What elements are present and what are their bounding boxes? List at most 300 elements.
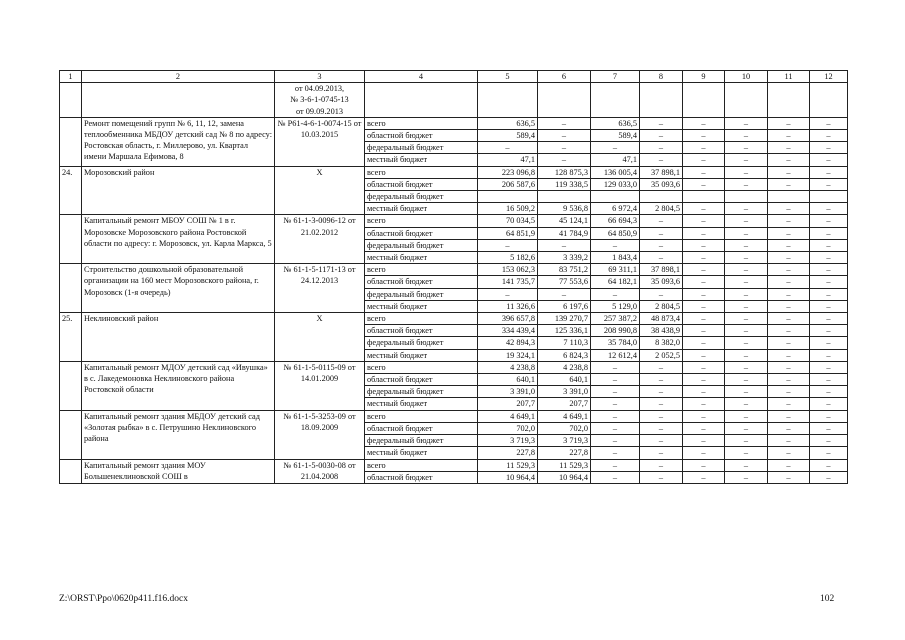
value-cell: 45 124,1 <box>538 215 591 227</box>
budget-type: областной бюджет <box>365 374 478 386</box>
value-cell: – <box>725 325 768 337</box>
row-number <box>60 410 82 459</box>
value-cell: 257 387,2 <box>591 313 640 325</box>
value-cell: – <box>810 398 848 410</box>
value-cell: – <box>683 374 725 386</box>
value-cell: 139 270,7 <box>538 313 591 325</box>
value-cell: 69 311,1 <box>591 264 640 276</box>
table-row <box>60 410 848 422</box>
budget-type: областной бюджет <box>365 471 478 483</box>
column-header: 3 <box>275 71 365 83</box>
value-cell: – <box>768 471 810 483</box>
header-row <box>60 71 848 83</box>
value-cell <box>683 191 725 203</box>
budget-type: федеральный бюджет <box>365 239 478 251</box>
empty-cell <box>768 83 810 118</box>
value-cell: 48 873,4 <box>640 313 683 325</box>
value-cell: – <box>538 117 591 129</box>
value-cell: – <box>640 386 683 398</box>
value-cell: 5 129,0 <box>591 300 640 312</box>
value-cell: – <box>768 325 810 337</box>
value-cell: – <box>810 215 848 227</box>
value-cell: – <box>591 471 640 483</box>
value-cell: 119 338,5 <box>538 178 591 190</box>
value-cell: – <box>725 398 768 410</box>
value-cell: 37 898,1 <box>640 166 683 178</box>
value-cell: 5 182,6 <box>478 252 538 264</box>
budget-type: всего <box>365 166 478 178</box>
document-ref: № Р61-4-6-1-0074-15 от 10.03.2015 <box>275 117 365 166</box>
value-cell: 77 553,6 <box>538 276 591 288</box>
value-cell: – <box>725 361 768 373</box>
budget-type: всего <box>365 361 478 373</box>
value-cell: – <box>640 435 683 447</box>
value-cell: 16 509,2 <box>478 203 538 215</box>
value-cell: 8 382,0 <box>640 337 683 349</box>
object-name: Строительство дошкольной образовательной организации на 160 мест Морозовского района, г. Морозовск (1-я очередь) <box>82 264 275 313</box>
value-cell: 11 326,6 <box>478 300 538 312</box>
value-cell: – <box>768 117 810 129</box>
value-cell: – <box>810 166 848 178</box>
value-cell: – <box>810 349 848 361</box>
value-cell: – <box>640 117 683 129</box>
value-cell: 129 033,0 <box>591 178 640 190</box>
value-cell: – <box>725 471 768 483</box>
value-cell: – <box>683 178 725 190</box>
value-cell: – <box>725 386 768 398</box>
value-cell: – <box>810 386 848 398</box>
value-cell: – <box>810 313 848 325</box>
value-cell: – <box>768 410 810 422</box>
value-cell: 223 096,8 <box>478 166 538 178</box>
value-cell: – <box>768 422 810 434</box>
value-cell: 227,8 <box>478 447 538 459</box>
value-cell: – <box>810 325 848 337</box>
value-cell: – <box>683 154 725 166</box>
value-cell: 70 034,5 <box>478 215 538 227</box>
value-cell: 11 529,3 <box>538 459 591 471</box>
document-ref: № 61-1-5-3253-09 от 18.09.2009 <box>275 410 365 459</box>
value-cell <box>810 191 848 203</box>
value-cell: – <box>725 313 768 325</box>
object-name: Ремонт помещений групп № 6, 11, 12, замена теплообменника МБДОУ детский сад № 8 по адресу: Ростовская область, г. Миллерово, ул. Квартал имени Маршала Ефимова, 8 <box>82 117 275 166</box>
budget-type: областной бюджет <box>365 276 478 288</box>
table-row <box>60 83 848 118</box>
document-ref: № 61-1-5-0030-08 от 21.04.2008 <box>275 459 365 483</box>
value-cell: 35 093,6 <box>640 178 683 190</box>
value-cell: – <box>683 252 725 264</box>
value-cell: – <box>725 117 768 129</box>
value-cell: 6 197,6 <box>538 300 591 312</box>
value-cell: – <box>683 361 725 373</box>
value-cell: – <box>538 288 591 300</box>
value-cell: – <box>768 349 810 361</box>
value-cell: 7 110,3 <box>538 337 591 349</box>
value-cell: – <box>538 130 591 142</box>
value-cell: – <box>591 386 640 398</box>
value-cell: – <box>768 154 810 166</box>
empty-cell <box>538 83 591 118</box>
value-cell: – <box>768 203 810 215</box>
budget-type: федеральный бюджет <box>365 386 478 398</box>
value-cell: – <box>640 361 683 373</box>
value-cell: 2 804,5 <box>640 203 683 215</box>
value-cell: 589,4 <box>478 130 538 142</box>
value-cell <box>640 191 683 203</box>
value-cell: – <box>725 252 768 264</box>
value-cell: – <box>683 276 725 288</box>
value-cell: – <box>810 361 848 373</box>
value-cell: 42 894,3 <box>478 337 538 349</box>
value-cell: 640,1 <box>538 374 591 386</box>
value-cell: – <box>538 239 591 251</box>
column-header: 12 <box>810 71 848 83</box>
empty-cell <box>683 83 725 118</box>
value-cell: 47,1 <box>478 154 538 166</box>
value-cell: – <box>640 459 683 471</box>
value-cell: 64 851,9 <box>478 227 538 239</box>
value-cell: 153 062,3 <box>478 264 538 276</box>
value-cell: – <box>725 142 768 154</box>
value-cell: – <box>640 447 683 459</box>
value-cell: – <box>591 447 640 459</box>
column-header: 2 <box>82 71 275 83</box>
value-cell: – <box>640 130 683 142</box>
value-cell: – <box>591 361 640 373</box>
value-cell: – <box>591 410 640 422</box>
budget-type: местный бюджет <box>365 349 478 361</box>
value-cell: – <box>725 215 768 227</box>
table-row <box>60 264 848 276</box>
value-cell: – <box>810 227 848 239</box>
value-cell: – <box>768 142 810 154</box>
value-cell: – <box>640 410 683 422</box>
value-cell: – <box>810 422 848 434</box>
value-cell <box>768 191 810 203</box>
budget-type: областной бюджет <box>365 178 478 190</box>
value-cell: – <box>810 252 848 264</box>
value-cell: – <box>683 313 725 325</box>
value-cell: – <box>538 142 591 154</box>
empty-cell <box>810 83 848 118</box>
value-cell: 3 391,0 <box>478 386 538 398</box>
empty-cell <box>640 83 683 118</box>
value-cell: 12 612,4 <box>591 349 640 361</box>
value-cell: 2 052,5 <box>640 349 683 361</box>
value-cell: – <box>591 142 640 154</box>
row-number: 24. <box>60 166 82 215</box>
value-cell: – <box>478 142 538 154</box>
value-cell: – <box>768 374 810 386</box>
value-cell: – <box>810 337 848 349</box>
value-cell: – <box>640 154 683 166</box>
value-cell: – <box>640 398 683 410</box>
object-name: Капитальный ремонт МБОУ СОШ № 1 в г. Морозовске Морозовского района Ростовской области по адресу: г. Морозовск, ул. Карла Маркса, 5 <box>82 215 275 264</box>
column-header: 11 <box>768 71 810 83</box>
value-cell: 35 093,6 <box>640 276 683 288</box>
value-cell: – <box>591 435 640 447</box>
budget-type: федеральный бюджет <box>365 142 478 154</box>
budget-type: федеральный бюджет <box>365 337 478 349</box>
budget-type: областной бюджет <box>365 130 478 142</box>
value-cell: 141 735,7 <box>478 276 538 288</box>
document-ref: № 61-1-5-0115-09 от 14.01.2009 <box>275 361 365 410</box>
table-row <box>60 117 848 129</box>
budget-type: местный бюджет <box>365 398 478 410</box>
value-cell: – <box>683 471 725 483</box>
value-cell: – <box>683 447 725 459</box>
value-cell: 640,1 <box>478 374 538 386</box>
table-row <box>60 361 848 373</box>
value-cell: – <box>640 288 683 300</box>
value-cell: – <box>725 154 768 166</box>
budget-type: всего <box>365 313 478 325</box>
value-cell: – <box>640 422 683 434</box>
column-header: 10 <box>725 71 768 83</box>
value-cell: – <box>725 288 768 300</box>
budget-type: всего <box>365 459 478 471</box>
empty-cell <box>725 83 768 118</box>
value-cell: – <box>768 361 810 373</box>
value-cell: 66 694,3 <box>591 215 640 227</box>
value-cell: – <box>683 239 725 251</box>
value-cell: – <box>768 386 810 398</box>
value-cell: 64 182,1 <box>591 276 640 288</box>
value-cell: – <box>725 264 768 276</box>
empty-cell <box>365 83 478 118</box>
value-cell: – <box>591 422 640 434</box>
value-cell: 702,0 <box>478 422 538 434</box>
value-cell: 41 784,9 <box>538 227 591 239</box>
value-cell: – <box>768 252 810 264</box>
value-cell: 589,4 <box>591 130 640 142</box>
financing-table <box>59 70 848 484</box>
value-cell: 3 391,0 <box>538 386 591 398</box>
value-cell: 37 898,1 <box>640 264 683 276</box>
row-number <box>60 459 82 483</box>
value-cell <box>478 191 538 203</box>
object-name: Морозовский район <box>82 166 275 215</box>
value-cell: – <box>810 447 848 459</box>
value-cell: 334 439,4 <box>478 325 538 337</box>
value-cell <box>725 191 768 203</box>
value-cell: – <box>725 349 768 361</box>
column-header: 6 <box>538 71 591 83</box>
value-cell: – <box>725 300 768 312</box>
value-cell: – <box>640 142 683 154</box>
budget-type: федеральный бюджет <box>365 288 478 300</box>
value-cell: 3 719,3 <box>538 435 591 447</box>
value-cell: – <box>810 374 848 386</box>
value-cell: – <box>768 276 810 288</box>
row-number <box>60 117 82 166</box>
budget-type: всего <box>365 264 478 276</box>
column-header: 1 <box>60 71 82 83</box>
value-cell: – <box>768 130 810 142</box>
row-number <box>60 215 82 264</box>
value-cell: – <box>683 117 725 129</box>
value-cell: 227,8 <box>538 447 591 459</box>
value-cell: – <box>810 239 848 251</box>
value-cell: – <box>683 130 725 142</box>
value-cell: 38 438,9 <box>640 325 683 337</box>
value-cell: 128 875,3 <box>538 166 591 178</box>
value-cell: – <box>725 239 768 251</box>
value-cell: 1 843,4 <box>591 252 640 264</box>
value-cell: 4 649,1 <box>478 410 538 422</box>
row-number <box>60 264 82 313</box>
value-cell: 3 339,2 <box>538 252 591 264</box>
value-cell: – <box>768 166 810 178</box>
table-row <box>60 215 848 227</box>
budget-type: местный бюджет <box>365 154 478 166</box>
column-header: 4 <box>365 71 478 83</box>
object-name: Неклиновский район <box>82 313 275 362</box>
value-cell: – <box>683 300 725 312</box>
budget-type: местный бюджет <box>365 203 478 215</box>
value-cell: – <box>683 386 725 398</box>
value-cell: – <box>683 410 725 422</box>
table-row <box>60 313 848 325</box>
value-cell: – <box>591 288 640 300</box>
value-cell: – <box>725 203 768 215</box>
document-ref: № 61-1-3-0096-12 от 21.02.2012 <box>275 215 365 264</box>
value-cell: – <box>810 459 848 471</box>
value-cell: 9 536,8 <box>538 203 591 215</box>
value-cell: – <box>768 288 810 300</box>
value-cell: – <box>683 288 725 300</box>
value-cell: – <box>768 227 810 239</box>
value-cell: 136 005,4 <box>591 166 640 178</box>
budget-type: местный бюджет <box>365 447 478 459</box>
value-cell: – <box>683 166 725 178</box>
budget-type: местный бюджет <box>365 300 478 312</box>
value-cell: – <box>640 471 683 483</box>
footer-page-number: 102 <box>820 594 835 604</box>
value-cell: – <box>768 215 810 227</box>
budget-type: областной бюджет <box>365 325 478 337</box>
document-ref: Х <box>275 313 365 362</box>
budget-type: областной бюджет <box>365 227 478 239</box>
value-cell: – <box>810 288 848 300</box>
value-cell <box>591 191 640 203</box>
value-cell: – <box>591 374 640 386</box>
value-cell: – <box>725 178 768 190</box>
value-cell: 83 751,2 <box>538 264 591 276</box>
value-cell: – <box>683 215 725 227</box>
value-cell: 19 324,1 <box>478 349 538 361</box>
value-cell: – <box>725 374 768 386</box>
value-cell: – <box>640 374 683 386</box>
object-name <box>82 83 275 118</box>
value-cell: 396 657,8 <box>478 313 538 325</box>
value-cell: – <box>683 142 725 154</box>
value-cell: – <box>683 264 725 276</box>
value-cell: – <box>810 154 848 166</box>
value-cell: – <box>683 227 725 239</box>
value-cell <box>538 191 591 203</box>
value-cell: – <box>725 227 768 239</box>
value-cell: 125 336,1 <box>538 325 591 337</box>
value-cell: – <box>683 325 725 337</box>
value-cell: – <box>640 227 683 239</box>
value-cell: – <box>810 142 848 154</box>
row-number: 25. <box>60 313 82 362</box>
value-cell: – <box>591 398 640 410</box>
value-cell: – <box>768 447 810 459</box>
value-cell: – <box>768 337 810 349</box>
value-cell: – <box>768 398 810 410</box>
column-header: 5 <box>478 71 538 83</box>
value-cell: – <box>725 435 768 447</box>
column-header: 7 <box>591 71 640 83</box>
value-cell: – <box>725 410 768 422</box>
value-cell: – <box>810 203 848 215</box>
value-cell: – <box>768 459 810 471</box>
value-cell: – <box>810 117 848 129</box>
value-cell: 10 964,4 <box>478 471 538 483</box>
value-cell: 10 964,4 <box>538 471 591 483</box>
value-cell: – <box>768 178 810 190</box>
value-cell: – <box>725 447 768 459</box>
object-name: Капитальный ремонт здания МБДОУ детский сад «Золотая рыбка» в с. Петрушино Неклиновского района <box>82 410 275 459</box>
value-cell: – <box>683 398 725 410</box>
value-cell: 4 238,8 <box>478 361 538 373</box>
value-cell: – <box>640 252 683 264</box>
row-number <box>60 83 82 118</box>
value-cell: – <box>768 435 810 447</box>
value-cell: – <box>768 239 810 251</box>
value-cell: 64 850,9 <box>591 227 640 239</box>
footer-file-path: Z:\ORST\Ppo\0620p411.f16.docx <box>59 594 188 604</box>
value-cell: – <box>538 154 591 166</box>
value-cell: – <box>683 337 725 349</box>
value-cell: – <box>725 276 768 288</box>
value-cell: 206 587,6 <box>478 178 538 190</box>
value-cell: 207,7 <box>478 398 538 410</box>
value-cell: 208 990,8 <box>591 325 640 337</box>
budget-type: областной бюджет <box>365 422 478 434</box>
value-cell: – <box>725 459 768 471</box>
value-cell: – <box>683 459 725 471</box>
value-cell: – <box>683 349 725 361</box>
column-header: 9 <box>683 71 725 83</box>
value-cell: – <box>478 288 538 300</box>
value-cell: 4 649,1 <box>538 410 591 422</box>
value-cell: 6 972,4 <box>591 203 640 215</box>
budget-type: местный бюджет <box>365 252 478 264</box>
value-cell: – <box>640 239 683 251</box>
value-cell: – <box>810 264 848 276</box>
value-cell: – <box>725 422 768 434</box>
value-cell: 47,1 <box>591 154 640 166</box>
value-cell: 636,5 <box>591 117 640 129</box>
value-cell: – <box>810 130 848 142</box>
value-cell: – <box>810 300 848 312</box>
value-cell: 3 719,3 <box>478 435 538 447</box>
value-cell: 35 784,0 <box>591 337 640 349</box>
document-ref: № 61-1-5-1171-13 от 24.12.2013 <box>275 264 365 313</box>
value-cell: – <box>810 276 848 288</box>
budget-type: федеральный бюджет <box>365 191 478 203</box>
value-cell: – <box>640 215 683 227</box>
value-cell: – <box>768 264 810 276</box>
row-number <box>60 361 82 410</box>
table-row <box>60 166 848 178</box>
value-cell: 207,7 <box>538 398 591 410</box>
value-cell: – <box>591 239 640 251</box>
value-cell: – <box>591 459 640 471</box>
